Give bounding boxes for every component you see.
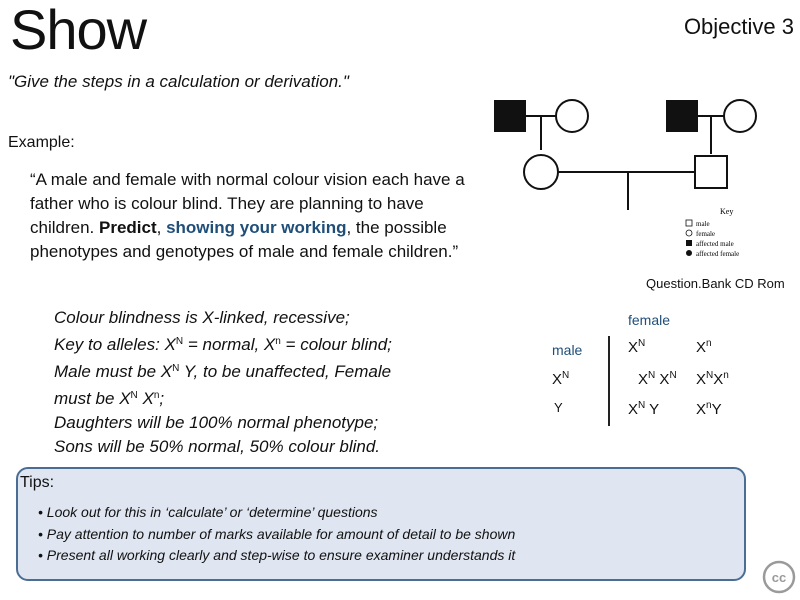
answer-text: Key to alleles: X <box>54 335 176 354</box>
answer-text: Colour blindness is X-linked, recessive; <box>54 308 350 327</box>
allele-superscript: N <box>706 370 714 381</box>
answer-line <box>54 306 474 330</box>
creative-commons-logo <box>762 560 796 594</box>
answer-line <box>54 357 474 384</box>
example-text-part2: , the possible phenotypes and genotypes of male and female children.” <box>30 218 459 261</box>
pedigree-diagram <box>488 94 788 274</box>
allele-text: X <box>696 339 707 356</box>
allele-text: X <box>628 339 639 356</box>
allele-superscript: N <box>175 336 184 347</box>
example-showing-working: showing your working <box>166 218 347 237</box>
answer-line <box>54 435 474 459</box>
key-item: affected female <box>696 250 740 258</box>
male-allele-2: Y <box>554 400 563 415</box>
key-item: male <box>696 220 710 228</box>
punnett-square <box>548 308 788 428</box>
key-affected-male-swatch <box>686 240 692 246</box>
allele-superscript: N <box>130 390 138 401</box>
allele-text: Y <box>711 401 722 418</box>
allele-superscript: n <box>706 400 712 411</box>
male-allele-1 <box>552 370 569 388</box>
answer-line <box>54 411 474 435</box>
allele-text: X <box>655 371 670 388</box>
answer-text: ; <box>159 389 165 408</box>
answer-text: Male must be X <box>54 362 173 381</box>
tips-label: Tips: <box>20 474 55 491</box>
tips-box <box>16 467 746 581</box>
key-affected-female-swatch <box>686 250 692 256</box>
answer-text: Daughters will be 100% normal phenotype; <box>54 413 379 432</box>
female-symbol <box>524 155 558 189</box>
female-symbol <box>556 100 588 132</box>
allele-superscript: N <box>669 370 677 381</box>
answer-line <box>54 330 474 357</box>
key-male-swatch <box>686 220 692 226</box>
answer-line <box>54 384 474 411</box>
key-item: affected male <box>696 240 734 248</box>
allele-text: X <box>696 401 707 418</box>
key-female-swatch <box>686 230 692 236</box>
example-comma: , <box>156 218 167 237</box>
allele-text: Y <box>645 401 660 418</box>
affected-male-symbol <box>494 100 526 132</box>
key-title: Key <box>720 207 734 216</box>
female-header: female <box>628 312 671 328</box>
allele-superscript: N <box>172 363 180 374</box>
allele-superscript: n <box>153 390 160 401</box>
allele-superscript: n <box>706 338 712 349</box>
female-allele-2 <box>696 338 712 356</box>
key-item: female <box>696 230 716 238</box>
allele-text: X <box>638 371 649 388</box>
tip-item: • Present all working clearly and step-wise to ensure examiner understands it <box>38 547 516 563</box>
punnett-cell <box>696 400 722 418</box>
allele-text: X <box>713 371 724 388</box>
answer-text: X <box>137 389 154 408</box>
allele-text: X <box>552 371 563 388</box>
allele-superscript: N <box>638 338 646 349</box>
logo-text: cc <box>771 570 787 585</box>
example-predict: Predict <box>98 218 157 237</box>
allele-text: X <box>696 371 707 388</box>
punnett-cell <box>628 400 659 418</box>
source-credit: Question.Bank CD Rom <box>646 276 785 291</box>
tip-item: • Pay attention to number of marks available for amount of detail to be shown <box>38 526 516 542</box>
answer-text: Sons will be 50% normal, 50% colour blind. <box>54 437 381 456</box>
allele-text: X <box>628 401 639 418</box>
answer-text: must be X <box>54 389 131 408</box>
allele-superscript: n <box>723 370 729 381</box>
example-text-part1: “A male and female with normal colour vision each have a father who is colour blind. They are planning to have children. <box>30 170 465 237</box>
allele-superscript: N <box>562 370 570 381</box>
male-symbol <box>695 156 727 188</box>
punnett-cell <box>696 370 729 388</box>
command-term-definition: "Give the steps in a calculation or derivation." <box>8 72 349 91</box>
slide-title: Show <box>10 0 147 61</box>
allele-superscript: N <box>648 370 656 381</box>
punnett-divider-vertical <box>608 336 610 426</box>
worked-answer <box>54 306 474 459</box>
allele-superscript: N <box>638 400 646 411</box>
answer-text: = normal, X <box>183 335 276 354</box>
objective-label: Objective 3 <box>683 14 794 39</box>
female-allele-1 <box>628 338 645 356</box>
punnett-cell <box>638 370 677 388</box>
answer-text: Y, to be unaffected, Female <box>179 362 392 381</box>
allele-superscript: n <box>275 336 281 347</box>
female-symbol <box>724 100 756 132</box>
male-header: male <box>552 342 583 358</box>
affected-male-symbol <box>666 100 698 132</box>
example-question <box>30 168 480 264</box>
answer-text: = colour blind; <box>280 335 392 354</box>
tip-item: • Look out for this in ‘calculate’ or ‘determine’ questions <box>38 504 378 520</box>
example-label: Example: <box>8 134 75 151</box>
